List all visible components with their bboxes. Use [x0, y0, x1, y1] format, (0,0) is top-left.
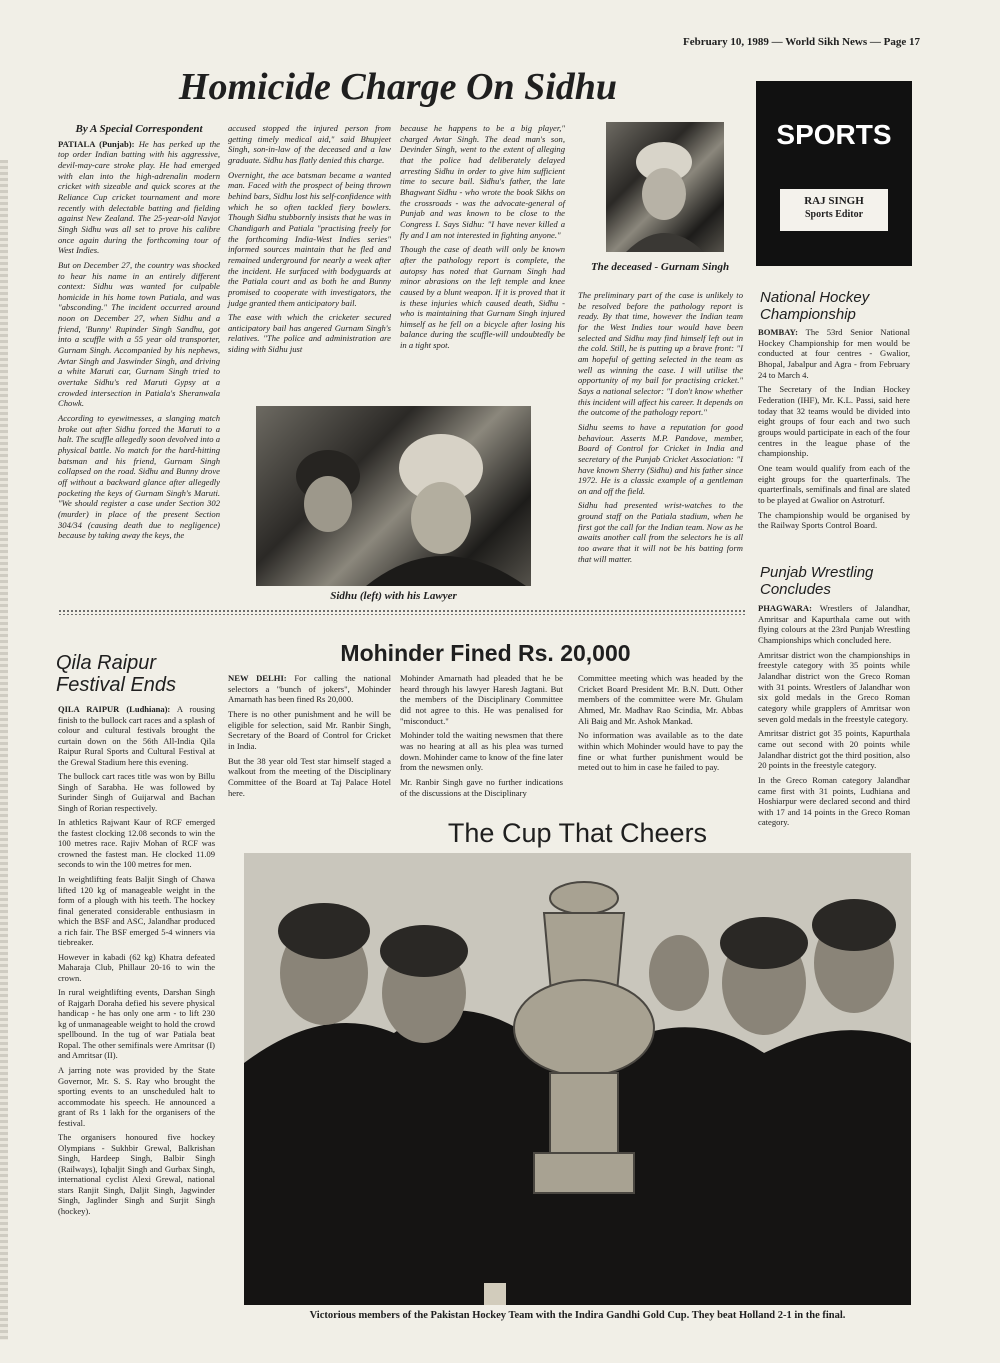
sidhu-column-2: accused stopped the injured person from getting timely medical aid," said Bhupjeet Singh, son-in-law of the deceased and a law graduate. Sidhu has flatly denied this charge. Overnight, the ace batsman became a wanted man. Faced with the prospect of being thrown behind bars, Sidhu lost his self-confidence with which he so often tackled fiery bowlers. Though Sidhu stubbornly insists that he was in Chandigarh and Patiala "practising freely for the forthcoming India-West Indies series" informed sources maintain that he fled and remained underground for nearly a week after the incident. He surfaced with bodyguards at the Patiala court and as both he and Bunny promised to cooperate with investigators, the judge granted them anticipatory bail. The ease with which the cricketer secured anticipatory bail has angered Gurnam Singh's relatives. "The police and administration are siding with Sidhu just	[228, 123, 391, 355]
photo-sidhu-caption: Sidhu (left) with his Lawyer	[330, 590, 457, 602]
section-divider	[58, 609, 746, 615]
wrestling-dateline: PHAGWARA:	[758, 603, 812, 613]
header-paper: World Sikh News	[785, 36, 868, 48]
hockey-headline: National Hockey Championship	[760, 289, 870, 323]
page-binding-edge	[0, 160, 8, 1340]
page-header: February 10, 1989 — World Sikh News — Page 17	[683, 36, 920, 48]
photo-gurnam-singh	[606, 122, 724, 252]
sports-box-title: SPORTS	[776, 119, 892, 150]
sidhu-column-4: The preliminary part of the case is unlikely to be resolved before the pathology report is ready. By that time, however the Indian team for the West Indies tour would have been selected and Sidhu may find himself left out in the cold. Still, he is putting up a brave front: "I am hopeful of getting selected in the team as well as winning the case. I will utilise the opportunity of my bail for practising cricket." Says a national selector: "I don't know whether this incident will affect his career. It depends on the outcome of the pathology report." Sidhu seems to have a reputation for good behaviour. Asserts M.P. Pandove, member, Board of Control for Cricket in India and secretary of the Punjab Cricket Association: "I have known Sherry (Sidhu) and his father since 1972. He is a classic example of a gentleman on and off the field. Sidhu had presented wrist-watches to the ground staff on the Patiala stadium, when he first got the call for the Indian team. Now as he awaits another call from the selectors he is all too aware that it will not be his batting form that will matter.	[578, 290, 743, 564]
mohinder-headline: Mohinder Fined Rs. 20,000	[340, 640, 631, 666]
portrait-figure-icon	[606, 122, 724, 252]
qila-headline: Qila Raipur Festival Ends	[56, 652, 177, 696]
sidhu-dateline: PATIALA (Punjab):	[58, 138, 135, 149]
sports-editor-name: RAJ SINGH	[804, 195, 864, 207]
wrestling-headline: Punjab Wrestling Concludes	[760, 564, 874, 598]
sidhu-column-3: because he happens to be a big player," charged Avtar Singh. The dead man's son, Devinder Singh, went to the extent of alleging that the police had deliberately delayed arresting Sidhu in order to give him sufficient time to secure bail. Sidhu's father, the late Bhagwant Sidhu - who wrote the book Sikhs on the crossroads - was the advocate-general of Punjab and was known to be close to the Congress I. Says Sidhu: "I have never killed a fly and I am not interested in fighting anyone." Though the case of death will only be known after the pathology report is complete, the autopsy has noted that Gurnam Singh had minor abrasions on the left temple and knee caused by a blunt weapon. If it is proved that it is these injuries which caused death, Sidhu - who is maintaining that Gurnam Singh injured himself as he fell on a bicycle after losing his balance during the scuffle-will undoubtedly be in a tight spot.	[400, 123, 565, 351]
hockey-story: BOMBAY: The 53rd Senior National Hockey Championship for men would be conducted at four centres - Gwalior, Bhopal, Jabalpur and Agra - from February 24 to March 4. The Secretary of the Indian Hockey Federation (IHF), Mr. K.L. Passi, said here today that 32 teams would be divided into eight groups of four each and two such groups would participate in each of the four centres in the league phase of the championship. One team would qualify from each of the eight groups for the quarterfinals. The quarterfinals, semifinals and final are slated to be played at Gwalior on Astroturf. The championship would be organised by the Railway Sports Control Board.	[758, 327, 910, 531]
sidhu-column-1: By A Special Correspondent PATIALA (Punjab): He has perked up the top order Indian batting with his aggressive, devil-may-care stroke play. He had emerged with elan into the high-adrenalin modern cricket with sizeable and quick scores at the Reliance Cup cricket tournament and more recently with delectable batting and fielding against New Zealand. The 25-year-old Navjot Singh Sidhu was all set to prove his calibre once again during the forthcoming tour of West Indies. But on December 27, the country was shocked to hear his name in an entirely different context: Sidhu was wanted for culpable homicide in his home town Patiala, and was "absconding." The incident occurred around noon on December 27, when Sidhu and a friend, 'Bunny' Rupinder Singh Sandhu, got into a scuffle with a 55 year old transporter, Gurnam Singh. Accompanied by his nephews, Avtar Singh and Jaswinder Singh, and driving a white Maruti car, Gurnam Singh tried to overtake Sidhu's red Maruti Gypsy at a crowded intersection in Patiala's Sheranwala Chowk. According to eyewitnesses, a slanging match broke out after Sidhu forced the Maruti to a halt. The scuffle allegedly soon devolved into a physical battle. No match for the hard-hitting batsman and his friend, Gurnam Singh collapsed on the road. Sidhu and Bunny drove off without a backward glance after allegedly pocketing the keys of Gurnam Singh's Maruti. "We should register a case under Section 302 (murder) in place of the present Section 304/34 (causing death due to negligence) because by taking away the keys, the	[58, 123, 220, 541]
qila-story: QILA RAIPUR (Ludhiana): A rousing finish to the bullock cart races and a splash of colour and cultural festivals brought the curtain down on the 56th All-India Qila Raipur Rural Sports and Cultural Festival at the Grewal Stadium here this evening. The bullock cart races title was won by Billu Singh of Sarabha. He was followed by Surinder Singh of Guijarwal and Bachan Singh of Rorian respectively. In athletics Rajwant Kaur of RCF emerged the fastest clocking 12.08 seconds to win the 100 metres race. Rajiv Mohan of RCF was crowned the fastest man. He clocked 11.09 seconds to win the 100 metres for men. In weightlifting feats Baljit Singh of Chawa lifted 120 kg of manageable weight in the form of a plough with his teeth. The hockey final generated considerable enthusiasm in which the BSF and ASC, Jalandhar produced a rich fair. The BSF emerged 5-4 winners via tiebreaker. However in kabadi (62 kg) Khatra defeated Maharaja Club, Phillaur 20-16 to win the crown. In rural weightlifting events, Darshan Singh of Rajgarh Doraha defied his severe physical handicap - he has only one arm - to lift 230 kg of unmanageable weight to hold the crowd spellbound. In the tug of war Patiala beat Ropal. The other semifinals were Amritsar (I) and Amritsar (II). A jarring note was provided by the State Governor, Mr. S. S. Ray who brought the sporting events to an unscheduled halt to accommodate his speech. He announced a grant of Rs 1 lakh for the organisers of the festival. The organisers honoured five hockey Olympians - Sukhbir Grewal, Balkrishan Singh, Hardeep Singh, Balbir Singh (Railways), Iqbaljit Singh and Gurbax Singh, international cyclist Alexi Grewal, national stars Ranjit Singh, Daljit Singh, Jagwinder Singh, Jaglinder Singh and Surjit Singh (hockey).	[58, 704, 216, 1216]
photo-pakistan-hockey-team	[244, 853, 911, 1305]
cup-headline: The Cup That Cheers	[447, 818, 708, 848]
hockey-team-trophy-icon	[244, 853, 911, 1305]
sports-box	[756, 81, 912, 266]
header-date: February 10, 1989	[683, 36, 769, 48]
sidhu-byline: By A Special Correspondent	[75, 123, 203, 135]
sidhu-lawyer-figures-icon	[256, 406, 531, 586]
cup-caption: Victorious members of the Pakistan Hockey Team with the Indira Gandhi Gold Cup. They beat Holland 2-1 in the final.	[309, 1310, 846, 1321]
qila-dateline: QILA RAIPUR (Ludhiana):	[58, 704, 171, 714]
wrestling-story: PHAGWARA: Wrestlers of Jalandhar, Amritsar and Kapurthala came out with flying colours at the 23rd Punjab Wrestling Championships which concluded here. Amritsar district won the championships in freestyle category with 35 points while Jalandhar district won the Greco Roman with 31 points. Wrestlers of Jalandhar won six gold medals in the Greco Roman category while grapplers of Amritsar won seven gold medals in the freestyle category. Amritsar district got 35 points, Kapurthala came out second with 20 points while Jalandhar district got the third position, also 20 points in the freestyle category. In the Greco Roman category Jalandhar came first with 31 points, Ludhiana and Hoshiarpur were declared second and third with 17 and 14 points in the Greco Roman category.	[758, 603, 910, 828]
mohinder-column-3: Committee meeting which was headed by the Cricket Board President Mr. B.N. Dutt. Other members of the committee were Mr. Ghulam Ahmed, Mr. Madhav Rao Scindia, Mr. Abbas Ali Baig and Mr. Ashok Mankad. No information was available as to the date within which Mohinder would have to pay the fine or what further punishment would be meted out to him in case he failed to pay.	[578, 673, 743, 773]
sports-editor-card	[780, 189, 888, 231]
photo-gurnam-caption: The deceased - Gurnam Singh	[590, 261, 730, 273]
mohinder-dateline: NEW DELHI:	[228, 673, 287, 683]
photo-sidhu-lawyer	[256, 406, 531, 586]
sidhu-headline: Homicide Charge On Sidhu	[178, 66, 618, 108]
header-page: Page 17	[883, 36, 920, 48]
mohinder-column-1: NEW DELHI: For calling the national selectors a "bunch of jokers", Mohinder Amarnath has been fined Rs 20,000. There is no other punishment and he will be eligible for selection, said Mr. Ranbir Singh, Secretary of the Board of Control for Cricket in India. But the 38 year old Test star himself staged a walkout from the meeting of the Disciplinary Committee of the Board at Taj Palace Hotel here.	[228, 673, 392, 798]
hockey-dateline: BOMBAY:	[758, 327, 798, 337]
sports-editor-role: Sports Editor	[804, 209, 864, 220]
mohinder-column-2: Mohinder Amarnath had pleaded that he be heard through his lawyer Haresh Jagtani. But the members of the Disciplinary Committee did not agree to this. He was penalised for "misconduct." Mohinder told the waiting newsmen that there was no hearing at all as his plea was turned down. Mohinder came to know of the fine later from the newsmen only. Mr. Ranbir Singh gave no further indications of the discussions at the Disciplinary	[400, 673, 563, 798]
